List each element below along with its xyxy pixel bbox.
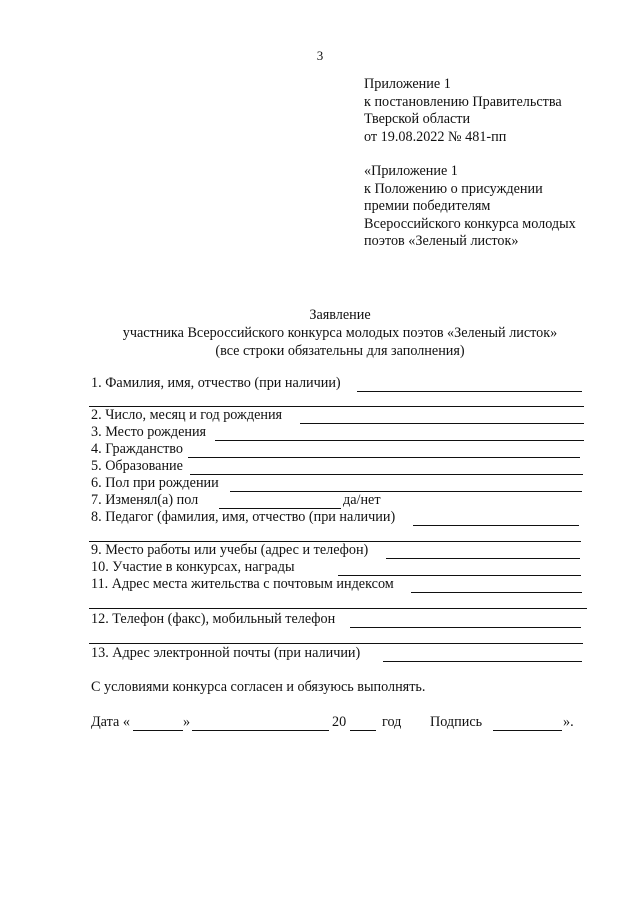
appendix-header-line: от 19.08.2022 № 481-пп <box>364 128 507 145</box>
date-close-quote: » <box>183 714 191 730</box>
signature-end: ». <box>563 714 574 730</box>
field-6-label: 6. Пол при рождении <box>91 475 219 491</box>
field-5-blank[interactable] <box>190 474 583 475</box>
field-9-blank[interactable] <box>386 558 580 559</box>
field-11-label: 11. Адрес места жительства с почтовым индексом <box>91 576 394 592</box>
field-9-label: 9. Место работы или учебы (адрес и телефон) <box>91 542 369 558</box>
field-7-label: 7. Изменял(а) пол <box>91 492 199 508</box>
field-2-blank[interactable] <box>300 423 584 424</box>
appendix-header-line: Приложение 1 <box>364 76 451 92</box>
field-6-blank[interactable] <box>230 491 582 492</box>
field-13-label: 13. Адрес электронной почты (при наличии) <box>91 645 361 661</box>
appendix-sub-header-line: премии победителям <box>364 198 491 214</box>
appendix-sub-header-line: «Приложение 1 <box>364 163 458 179</box>
field-11-blank[interactable] <box>411 592 582 593</box>
field-12-blank[interactable] <box>350 627 581 628</box>
year-suffix: год <box>382 714 402 730</box>
year-prefix: 20 <box>332 714 347 730</box>
appendix-sub-header-line: к Положению о присуждении <box>364 180 543 197</box>
date-month-blank[interactable] <box>192 730 329 731</box>
field-10-label: 10. Участие в конкурсах, награды <box>91 559 295 575</box>
appendix-header-line: Тверской области <box>364 111 471 127</box>
consent-text: С условиями конкурса согласен и обязуюсь выполнять. <box>91 679 426 695</box>
field-1-label: 1. Фамилия, имя, отчество (при наличии) <box>91 375 341 391</box>
field-8-blank[interactable] <box>413 525 579 526</box>
field-7-suffix: да/нет <box>343 492 381 508</box>
field-8-label: 8. Педагог (фамилия, имя, отчество (при наличии) <box>91 509 396 525</box>
document-subtitle: участника Всероссийского конкурса молодых поэтов «Зеленый листок» <box>122 325 558 341</box>
signature-label: Подпись <box>430 714 483 730</box>
field-2-label: 2. Число, месяц и год рождения <box>91 407 283 423</box>
field-4-blank[interactable] <box>188 457 580 458</box>
field-12-blank-line-2[interactable] <box>89 643 583 644</box>
field-3-label: 3. Место рождения <box>91 424 207 440</box>
appendix-header-line: к постановлению Правительства <box>364 93 562 110</box>
document-title: Заявление <box>309 307 371 323</box>
appendix-sub-header-line: поэтов «Зеленый листок» <box>364 233 519 249</box>
field-12-label: 12. Телефон (факс), мобильный телефон <box>91 611 336 627</box>
date-day-blank[interactable] <box>133 730 183 731</box>
document-note: (все строки обязательны для заполнения) <box>215 343 465 359</box>
field-13-blank[interactable] <box>383 661 582 662</box>
field-5-label: 5. Образование <box>91 458 183 474</box>
field-4-label: 4. Гражданство <box>91 441 183 457</box>
field-1-blank[interactable] <box>357 391 582 392</box>
signature-blank[interactable] <box>493 730 562 731</box>
field-11-blank-line-2[interactable] <box>89 608 587 609</box>
field-3-blank[interactable] <box>215 440 584 441</box>
page-number: 3 <box>316 48 324 63</box>
appendix-sub-header-line: Всероссийского конкурса молодых <box>364 215 576 232</box>
year-blank[interactable] <box>350 730 376 731</box>
appendix-header <box>364 76 624 251</box>
date-label: Дата « <box>91 714 130 730</box>
